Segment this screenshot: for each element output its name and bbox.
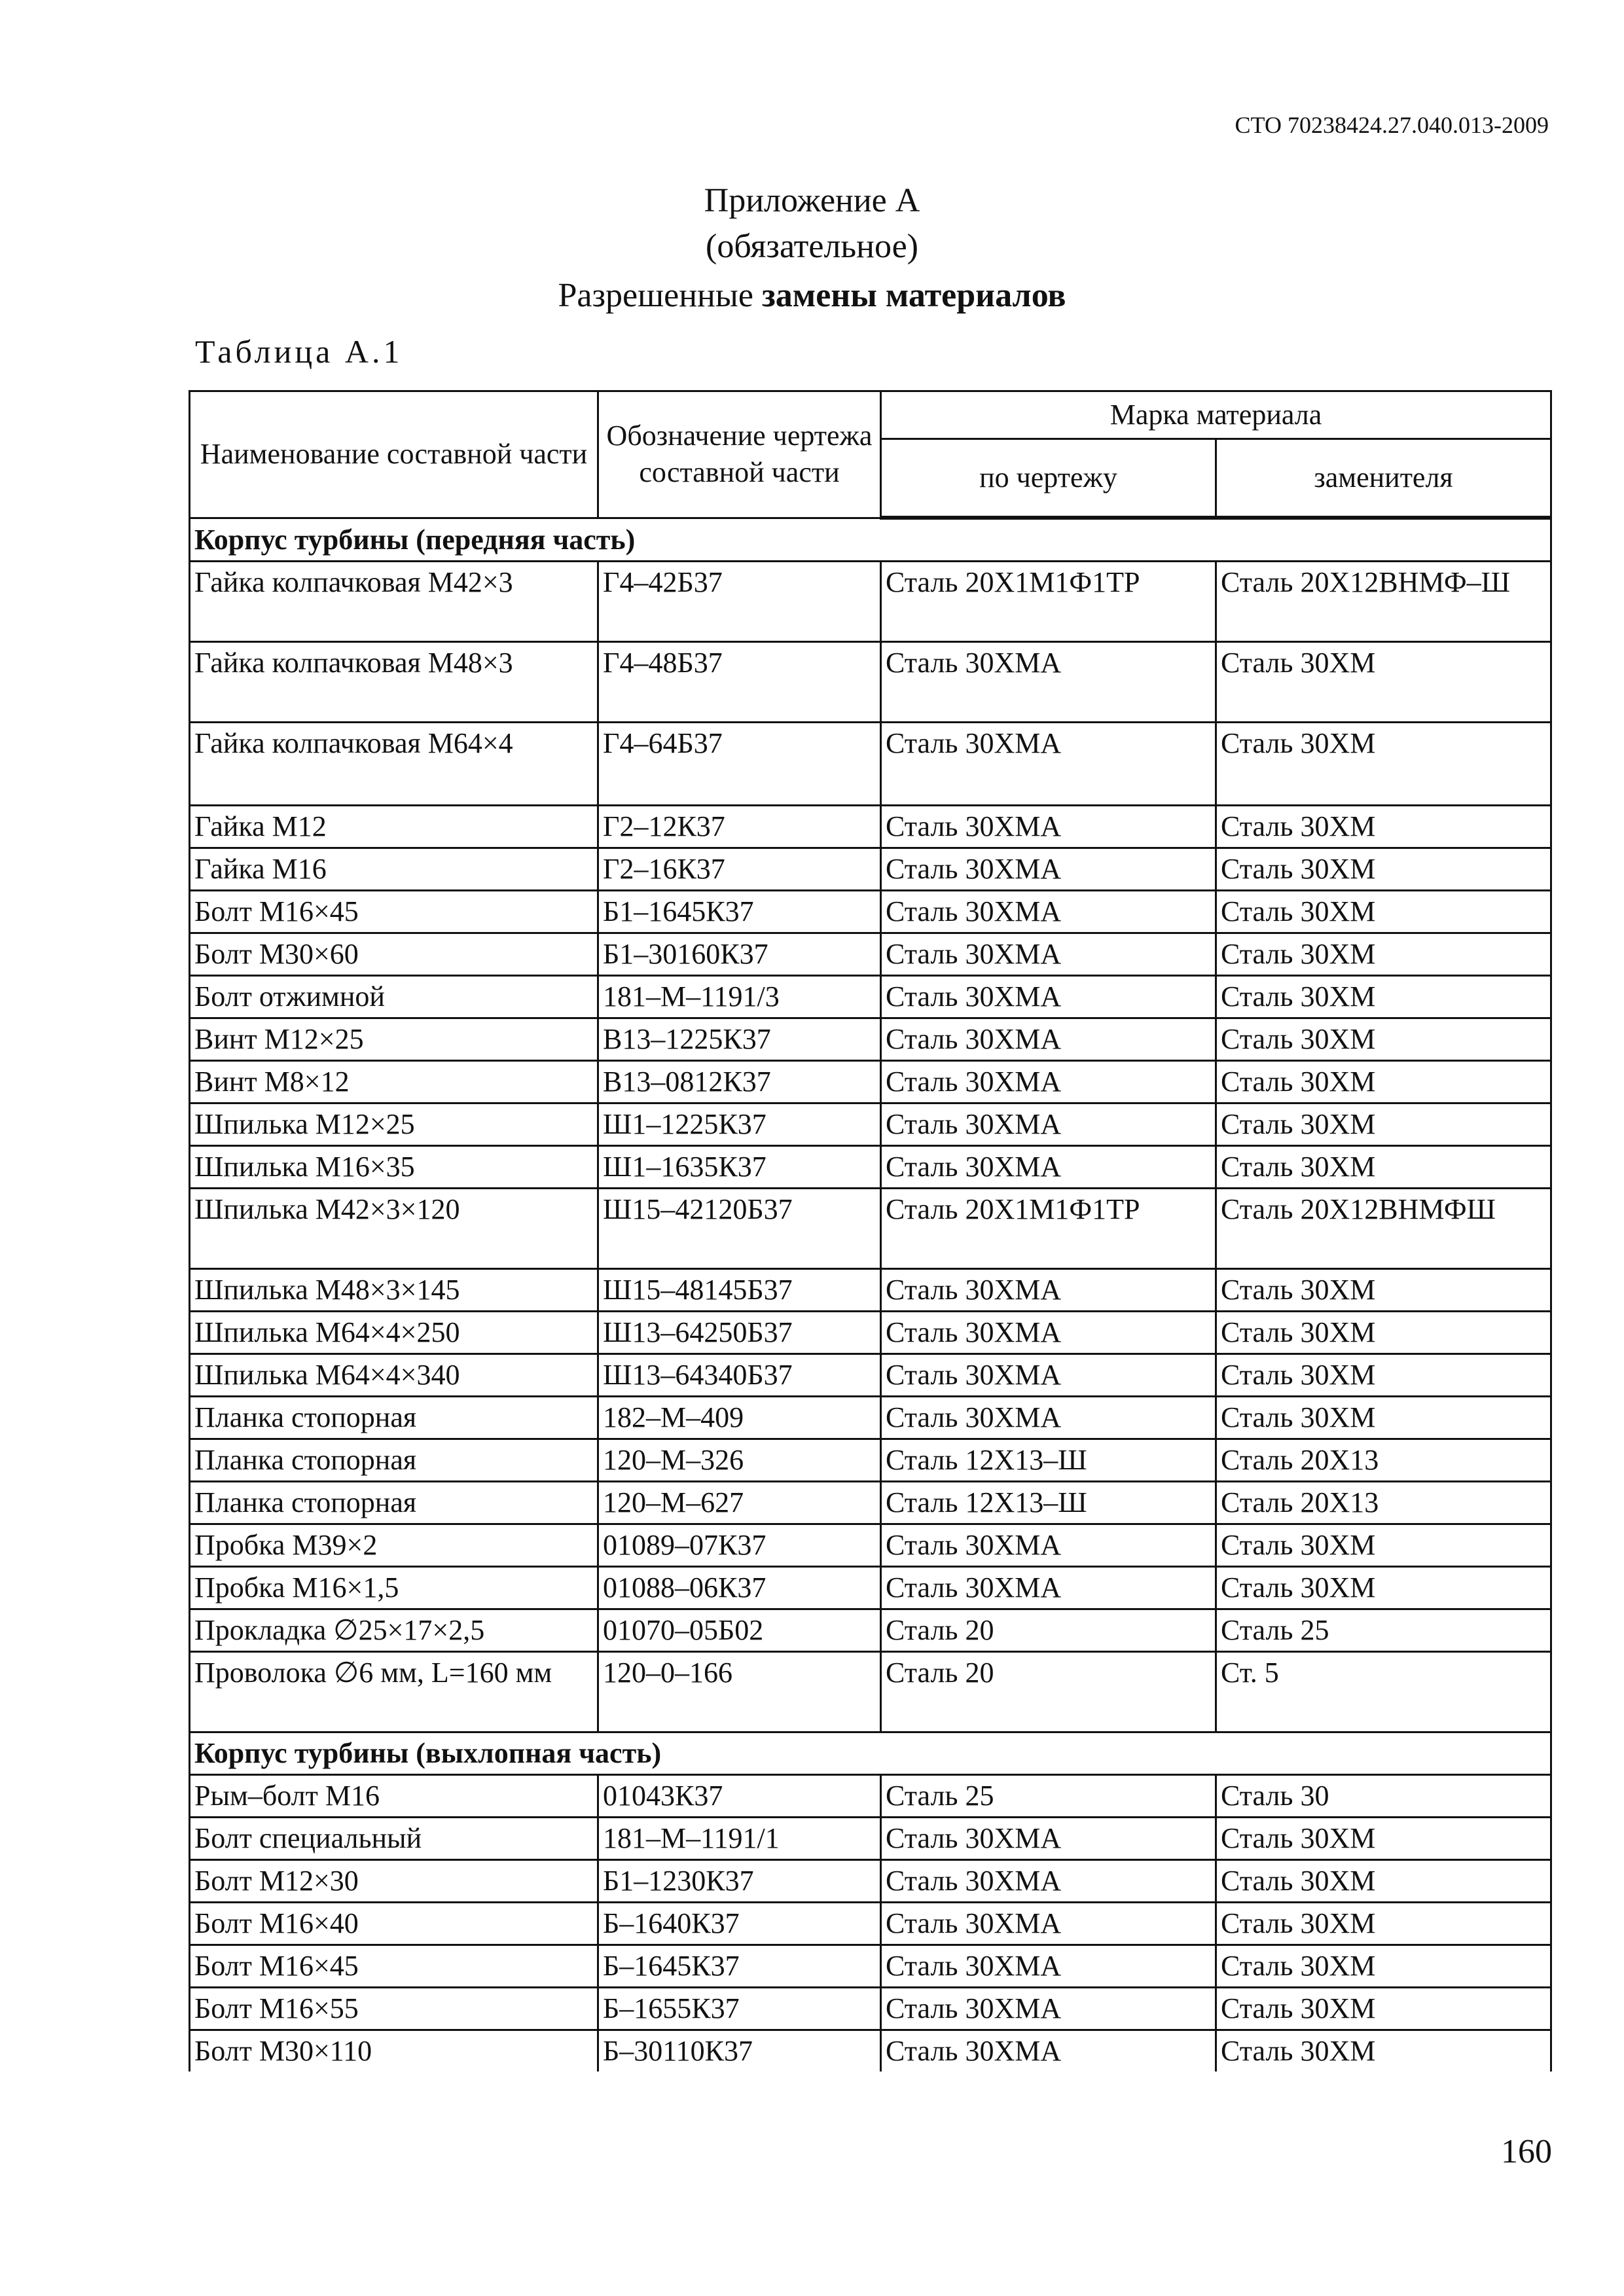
- table-row: [190, 2030, 1551, 2072]
- cell-substitute: Сталь 30ХМ: [1216, 1945, 1551, 1988]
- cell-drawing: 182–М–409: [598, 1397, 881, 1439]
- table-row: [190, 1860, 1551, 1903]
- cell-material: Сталь 30ХМА: [881, 723, 1216, 806]
- cell-substitute: Сталь 30ХМ: [1216, 2030, 1551, 2072]
- cell-part-name: Болт М16×45: [190, 1945, 598, 1988]
- table-row: [190, 1482, 1551, 1524]
- cell-material: Сталь 30ХМА: [881, 1018, 1216, 1061]
- cell-substitute: Сталь 30ХМ: [1216, 1269, 1551, 1312]
- cell-material: Сталь 30ХМА: [881, 1567, 1216, 1609]
- cell-drawing: Б1–1645К37: [598, 891, 881, 933]
- cell-part-name: Пробка М16×1,5: [190, 1567, 598, 1609]
- cell-drawing: Ш15–48145Б37: [598, 1269, 881, 1312]
- cell-substitute: Сталь 30ХМ: [1216, 1397, 1551, 1439]
- cell-drawing: 181–М–1191/1: [598, 1818, 881, 1860]
- cell-part-name: Болт специальный: [190, 1818, 598, 1860]
- cell-material: Сталь 30ХМА: [881, 1061, 1216, 1103]
- cell-drawing: Г4–64Б37: [598, 723, 881, 806]
- cell-part-name: Болт М12×30: [190, 1860, 598, 1903]
- table-row: [190, 723, 1551, 806]
- cell-substitute: Сталь 25: [1216, 1609, 1551, 1652]
- cell-material: Сталь 20Х1М1Ф1ТР: [881, 1189, 1216, 1269]
- table-row: [190, 1609, 1551, 1652]
- section-title: Корпус турбины (выхлопная часть): [190, 1732, 1551, 1775]
- cell-drawing: Ш1–1635К37: [598, 1146, 881, 1189]
- cell-drawing: Ш13–64340Б37: [598, 1354, 881, 1397]
- table-row: [190, 642, 1551, 723]
- table-row: [190, 806, 1551, 848]
- cell-drawing: В13–0812К37: [598, 1061, 881, 1103]
- appendix-title: Приложение А: [704, 182, 920, 219]
- main-title-bold: замены материалов: [761, 277, 1066, 314]
- cell-drawing: 120–М–627: [598, 1482, 881, 1524]
- table-row: [190, 1652, 1551, 1732]
- cell-drawing: Б1–30160К37: [598, 933, 881, 976]
- cell-part-name: Шпилька М12×25: [190, 1103, 598, 1146]
- cell-substitute: Сталь 30ХМ: [1216, 1524, 1551, 1567]
- cell-substitute: Сталь 30ХМ: [1216, 891, 1551, 933]
- cell-material: Сталь 20: [881, 1609, 1216, 1652]
- cell-material: Сталь 30ХМА: [881, 1860, 1216, 1903]
- table-row: [190, 848, 1551, 891]
- cell-part-name: Планка стопорная: [190, 1439, 598, 1482]
- section-row: [190, 1732, 1551, 1775]
- cell-drawing: Б–1645К37: [598, 1945, 881, 1988]
- cell-substitute: Сталь 30ХМ: [1216, 976, 1551, 1018]
- cell-material: Сталь 30ХМА: [881, 1903, 1216, 1945]
- cell-part-name: Шпилька М64×4×250: [190, 1312, 598, 1354]
- cell-substitute: Ст. 5: [1216, 1652, 1551, 1732]
- cell-material: Сталь 30ХМА: [881, 806, 1216, 848]
- cell-part-name: Болт М16×55: [190, 1988, 598, 2030]
- cell-material: Сталь 30ХМА: [881, 1354, 1216, 1397]
- materials-table: [189, 390, 1552, 2072]
- title-block: [0, 178, 1624, 322]
- cell-substitute: Сталь 30ХМ: [1216, 1018, 1551, 1061]
- cell-drawing: 120–М–326: [598, 1439, 881, 1482]
- cell-part-name: Планка стопорная: [190, 1482, 598, 1524]
- cell-substitute: Сталь 30ХМ: [1216, 806, 1551, 848]
- cell-part-name: Болт М30×60: [190, 933, 598, 976]
- cell-material: Сталь 12Х13–Ш: [881, 1439, 1216, 1482]
- table-row: [190, 1354, 1551, 1397]
- cell-part-name: Гайка М12: [190, 806, 598, 848]
- cell-material: Сталь 30ХМА: [881, 2030, 1216, 2072]
- appendix-main-title: [0, 270, 1624, 322]
- cell-drawing: Г4–48Б37: [598, 642, 881, 723]
- cell-substitute: Сталь 30ХМ: [1216, 1818, 1551, 1860]
- cell-material: Сталь 30ХМА: [881, 1524, 1216, 1567]
- cell-drawing: 01043К37: [598, 1775, 881, 1818]
- cell-part-name: Шпилька М64×4×340: [190, 1354, 598, 1397]
- cell-drawing: Ш13–64250Б37: [598, 1312, 881, 1354]
- cell-material: Сталь 30ХМА: [881, 1146, 1216, 1189]
- header-substitute: заменителя: [1216, 439, 1551, 518]
- cell-drawing: Г2–16К37: [598, 848, 881, 891]
- cell-part-name: Шпилька М16×35: [190, 1146, 598, 1189]
- header-part-name: Наименование составной части: [190, 391, 598, 518]
- cell-substitute: Сталь 30ХМ: [1216, 1354, 1551, 1397]
- cell-drawing: Ш1–1225К37: [598, 1103, 881, 1146]
- cell-part-name: Проволока ∅6 мм, L=160 мм: [190, 1652, 598, 1732]
- cell-drawing: Б–1640К37: [598, 1903, 881, 1945]
- cell-part-name: Болт М16×45: [190, 891, 598, 933]
- cell-substitute: Сталь 30ХМ: [1216, 848, 1551, 891]
- table-row: [190, 1818, 1551, 1860]
- cell-material: Сталь 30ХМА: [881, 1397, 1216, 1439]
- cell-material: Сталь 20Х1М1Ф1ТР: [881, 562, 1216, 642]
- table-row: [190, 933, 1551, 976]
- cell-part-name: Прокладка ∅25×17×2,5: [190, 1609, 598, 1652]
- section-title: Корпус турбины (передняя часть): [190, 518, 1551, 562]
- cell-material: Сталь 30ХМА: [881, 976, 1216, 1018]
- cell-drawing: Б–30110К37: [598, 2030, 881, 2072]
- cell-substitute: Сталь 30ХМ: [1216, 1146, 1551, 1189]
- cell-material: Сталь 20: [881, 1652, 1216, 1732]
- cell-part-name: Рым–болт М16: [190, 1775, 598, 1818]
- cell-material: Сталь 30ХМА: [881, 642, 1216, 723]
- cell-part-name: Болт отжимной: [190, 976, 598, 1018]
- cell-substitute: Сталь 30ХМ: [1216, 1903, 1551, 1945]
- table-row: [190, 1988, 1551, 2030]
- cell-material: Сталь 30ХМА: [881, 1312, 1216, 1354]
- cell-material: Сталь 12Х13–Ш: [881, 1482, 1216, 1524]
- table-row: [190, 1567, 1551, 1609]
- appendix-note: (обязательное): [706, 228, 918, 265]
- cell-substitute: Сталь 30ХМ: [1216, 1860, 1551, 1903]
- cell-part-name: Шпилька М42×3×120: [190, 1189, 598, 1269]
- cell-substitute: Сталь 30ХМ: [1216, 642, 1551, 723]
- document-code: СТО 70238424.27.040.013-2009: [1235, 112, 1549, 138]
- cell-drawing: 01088–06К37: [598, 1567, 881, 1609]
- cell-material: Сталь 30ХМА: [881, 848, 1216, 891]
- table-row: [190, 1103, 1551, 1146]
- table-row: [190, 891, 1551, 933]
- cell-part-name: Гайка колпачковая М48×3: [190, 642, 598, 723]
- main-title-prefix: Разрешенные: [558, 277, 753, 314]
- cell-substitute: Сталь 20Х13: [1216, 1482, 1551, 1524]
- header-drawing: Обозначение чертежа составной части: [598, 391, 881, 518]
- cell-part-name: Болт М16×40: [190, 1903, 598, 1945]
- table-row: [190, 1439, 1551, 1482]
- cell-part-name: Шпилька М48×3×145: [190, 1269, 598, 1312]
- cell-material: Сталь 25: [881, 1775, 1216, 1818]
- cell-drawing: Ш15–42120Б37: [598, 1189, 881, 1269]
- table-row: [190, 1397, 1551, 1439]
- cell-material: Сталь 30ХМА: [881, 1945, 1216, 1988]
- cell-substitute: Сталь 30: [1216, 1775, 1551, 1818]
- table-header: [190, 391, 1551, 518]
- table-row: [190, 976, 1551, 1018]
- table-row: [190, 1146, 1551, 1189]
- cell-drawing: В13–1225К37: [598, 1018, 881, 1061]
- cell-substitute: Сталь 30ХМ: [1216, 933, 1551, 976]
- cell-substitute: Сталь 20Х13: [1216, 1439, 1551, 1482]
- table-caption: Таблица А.1: [195, 333, 403, 370]
- cell-drawing: 01070–05Б02: [598, 1609, 881, 1652]
- cell-substitute: Сталь 30ХМ: [1216, 1988, 1551, 2030]
- cell-part-name: Болт М30×110: [190, 2030, 598, 2072]
- cell-part-name: Гайка колпачковая М42×3: [190, 562, 598, 642]
- table-body: [190, 518, 1551, 2072]
- table-row: [190, 1018, 1551, 1061]
- table-row: [190, 1312, 1551, 1354]
- cell-material: Сталь 30ХМА: [881, 1269, 1216, 1312]
- cell-part-name: Гайка колпачковая М64×4: [190, 723, 598, 806]
- table-row: [190, 1903, 1551, 1945]
- cell-part-name: Планка стопорная: [190, 1397, 598, 1439]
- table-row: [190, 1269, 1551, 1312]
- cell-part-name: Гайка М16: [190, 848, 598, 891]
- table-row: [190, 1189, 1551, 1269]
- cell-drawing: 120–0–166: [598, 1652, 881, 1732]
- table-row: [190, 1775, 1551, 1818]
- table-row: [190, 1061, 1551, 1103]
- cell-drawing: 01089–07К37: [598, 1524, 881, 1567]
- cell-substitute: Сталь 20Х12ВНМФ–Ш: [1216, 562, 1551, 642]
- cell-substitute: Сталь 30ХМ: [1216, 1312, 1551, 1354]
- cell-substitute: Сталь 30ХМ: [1216, 1567, 1551, 1609]
- cell-material: Сталь 30ХМА: [881, 891, 1216, 933]
- cell-material: Сталь 30ХМА: [881, 1103, 1216, 1146]
- cell-part-name: Винт М8×12: [190, 1061, 598, 1103]
- cell-part-name: Винт М12×25: [190, 1018, 598, 1061]
- table-row: [190, 1945, 1551, 1988]
- table-row: [190, 1524, 1551, 1567]
- cell-substitute: Сталь 30ХМ: [1216, 1061, 1551, 1103]
- cell-drawing: Б1–1230К37: [598, 1860, 881, 1903]
- page-number: 160: [1501, 2133, 1552, 2170]
- cell-material: Сталь 30ХМА: [881, 933, 1216, 976]
- cell-material: Сталь 30ХМА: [881, 1988, 1216, 2030]
- header-by-drawing: по чертежу: [881, 439, 1216, 518]
- cell-substitute: Сталь 20Х12ВНМФШ: [1216, 1189, 1551, 1269]
- cell-material: Сталь 30ХМА: [881, 1818, 1216, 1860]
- cell-drawing: 181–М–1191/3: [598, 976, 881, 1018]
- header-material: Марка материала: [881, 391, 1551, 439]
- cell-part-name: Пробка М39×2: [190, 1524, 598, 1567]
- section-row: [190, 518, 1551, 562]
- table-row: [190, 562, 1551, 642]
- cell-substitute: Сталь 30ХМ: [1216, 1103, 1551, 1146]
- cell-substitute: Сталь 30ХМ: [1216, 723, 1551, 806]
- cell-drawing: Г2–12К37: [598, 806, 881, 848]
- cell-drawing: Г4–42Б37: [598, 562, 881, 642]
- cell-drawing: Б–1655К37: [598, 1988, 881, 2030]
